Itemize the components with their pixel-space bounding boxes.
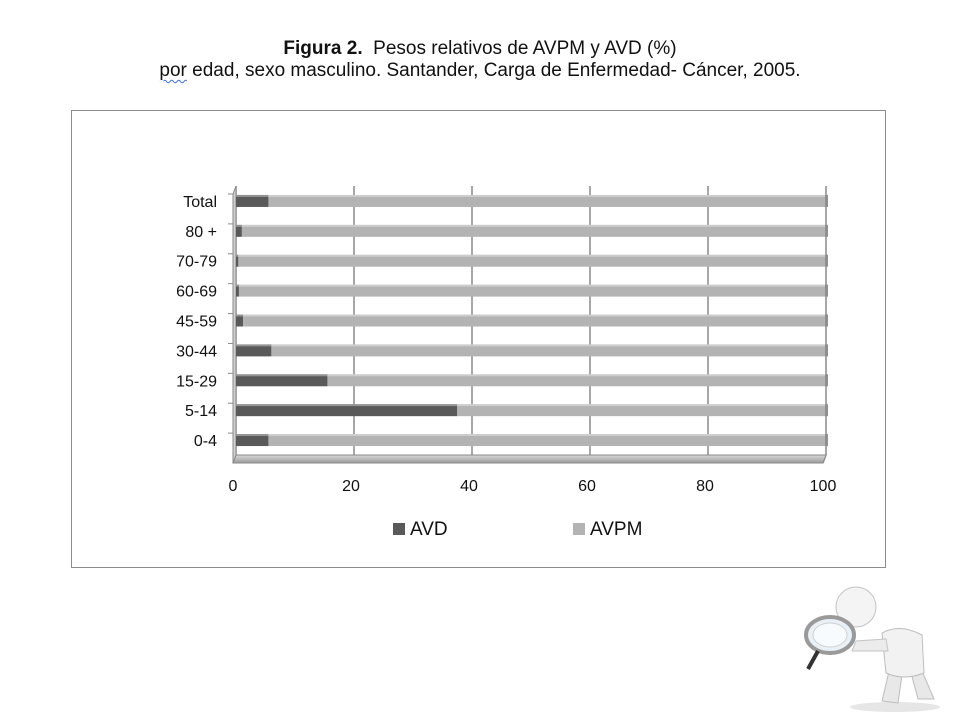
y-tick-label: 15-29 [176,373,217,391]
bar-highlight [271,344,826,346]
bar-end-cap [825,344,828,356]
legend-swatch-avd [393,523,405,535]
bar-highlight [236,255,238,257]
bar-highlight [236,285,239,287]
bar-end-cap [825,255,828,267]
x-tick-label: 0 [228,478,238,495]
bar-highlight [268,195,826,197]
bar-highlight [236,195,268,197]
bar-highlight [457,404,826,406]
bar-highlight [242,225,826,227]
x-tick-label: 40 [460,478,478,495]
bar-end-cap [825,374,828,386]
x-tick-label: 20 [342,478,360,495]
chart-floor [233,455,826,463]
y-tick-label: 70-79 [176,253,217,271]
legend-label-avpm: AVPM [590,519,643,540]
bar-end-cap [825,195,828,207]
x-tick-label: 60 [578,478,596,495]
y-tick-label: 30-44 [176,343,217,361]
y-tick-label: 60-69 [176,283,217,301]
legend-swatch-avpm [573,523,585,535]
bar-highlight [268,434,826,436]
bar-end-cap [825,225,828,237]
x-tick-label: 80 [696,478,714,495]
bar-end-cap [825,404,828,416]
figure-number: Figura 2. [283,38,363,59]
magnifier-figure-icon [800,585,950,715]
bar-end-cap [825,315,828,327]
bar-highlight [236,315,243,317]
bar-highlight [236,374,327,376]
x-tick-label: 100 [809,478,837,495]
chart-side-wall [233,186,236,463]
y-tick-label: 80 + [185,223,217,241]
bar-highlight [327,374,826,376]
bar-end-cap [825,434,828,446]
bar-highlight [238,255,826,257]
y-tick-label: 0-4 [193,433,217,451]
title-text: Pesos relativos de AVPM y AVD (%) [373,38,677,59]
bar-end-cap [825,285,828,297]
y-tick-label: 45-59 [176,313,217,331]
legend-label-avd: AVD [410,519,448,540]
y-tick-label: 5-14 [184,403,217,421]
bar-highlight [236,225,242,227]
y-tick-label: Total [183,193,217,211]
bar-highlight [236,344,271,346]
title-subtext: edad, sexo masculino. Santander, Carga de Enfermedad- Cáncer, 2005. [192,60,801,81]
bar-highlight [243,315,826,317]
bar-highlight [236,404,457,406]
spellcheck-word: por [159,60,187,81]
bar-highlight [236,434,268,436]
bar-highlight [239,285,826,287]
